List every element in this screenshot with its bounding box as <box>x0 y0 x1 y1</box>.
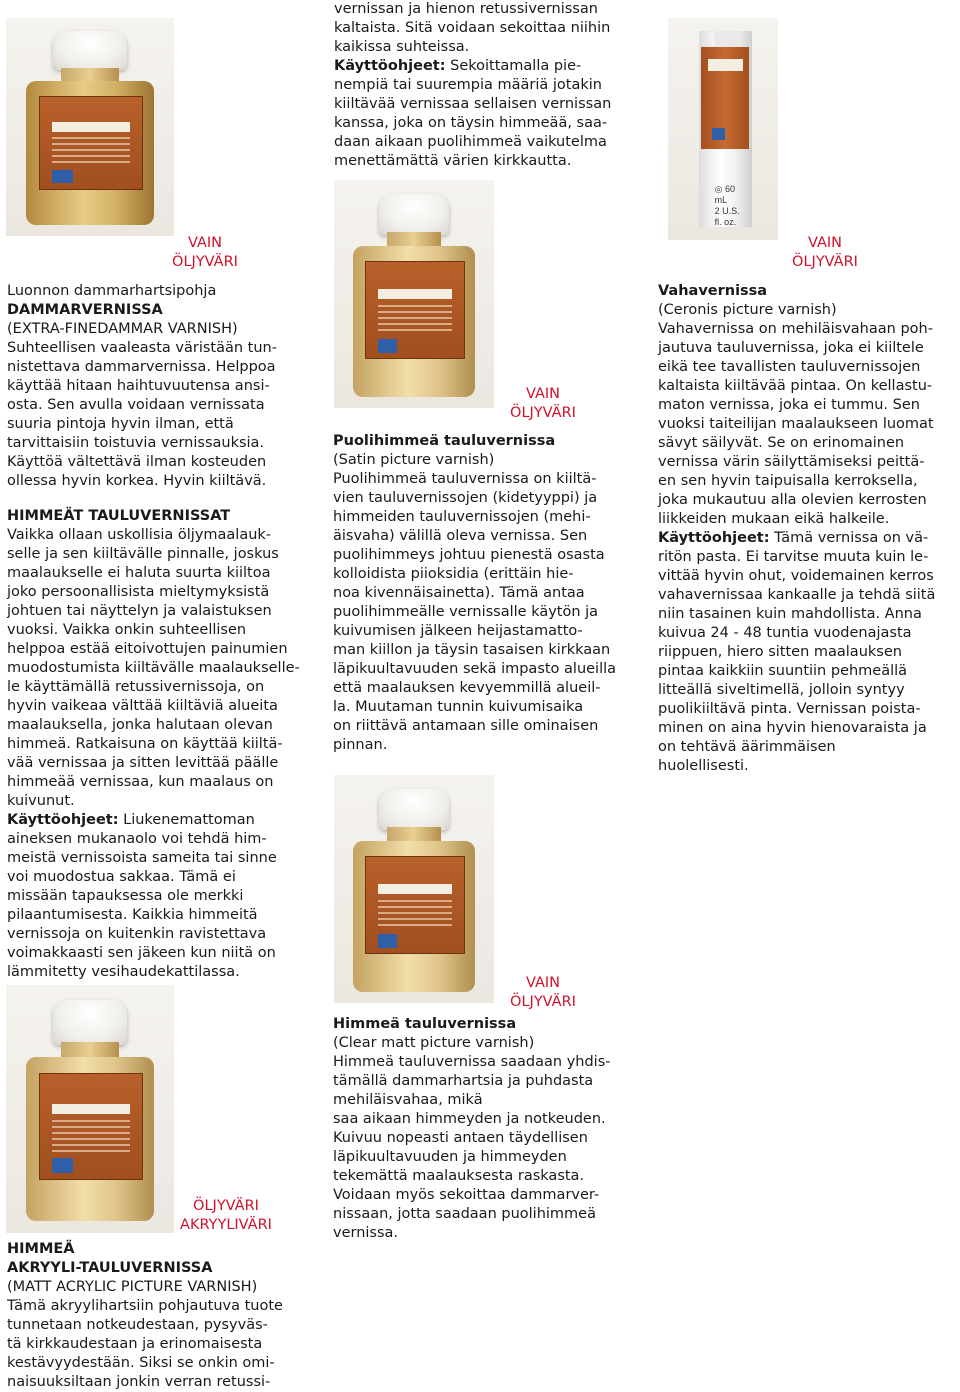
wax-heading: Vahavernissa <box>658 283 768 299</box>
oil-only-tag-right: VAIN ÖLJYVÄRI <box>792 235 858 270</box>
usage-first: Sekoittamalla pie- <box>445 58 582 74</box>
satin-heading: Puolihimmeä tauluvernissa <box>333 433 556 449</box>
matt-varnishes-usage <box>7 811 317 982</box>
dammar-intro: Luonnon dammarhartsipohja <box>7 283 217 299</box>
acrylic-matt-varnish-bottle-image <box>6 985 174 1233</box>
tube-volume-print: ◎ 60 mL 2 U.S. fl. oz. <box>714 183 740 227</box>
wax-section <box>658 282 958 776</box>
oil-only-tag-satin: VAIN ÖLJYVÄRI <box>510 386 576 421</box>
acrylic-heading: HIMMEÄ AKRYYLI-TAULUVERNISSA <box>7 1241 213 1276</box>
matt-varnishes-body: Vaikka ollaan uskollisia öljymaalauk- selle ja sen kiiltävälle pinnalle, joskus maalaukselle ei haluta suurta kiiltoa joko persoonallisista mieltymyksistä johtuen tai näyttelyn ja valaistuksen vuoksi. Vaikka onkin suhteellisen helppoa estää eitoivottujen painumien muodostumista kiiltävälle maalaukselle- le käyttämällä retussivernissoja, on hyvin vaikeaa välttää kiiltäviä alueita maalauksella, jonka halutaan olevan himmeä. Ratkaisuna on käyttää kiiltä- vää vernissaa ja sitten levittää päälle himmeää vernissaa, kun maalaus on kuivunut. <box>7 527 300 809</box>
acrylic-body: (MATT ACRYLIC PICTURE VARNISH) Tämä akryylihartsiin pohjautuva tuote tunnetaan notkeudestaan, pysyväs- tä kirkkaudestaan ja erinomaisesta kestävyydestään. Siksi se onkin omi- naisuuksiltaan jonkin verran retussi- <box>7 1279 283 1390</box>
oil-only-tag-left: VAIN ÖLJYVÄRI <box>172 235 238 270</box>
dammar-body: (EXTRA-FINEDAMMAR VARNISH) Suhteellisen vaaleasta väristään tun- nistettava dammarvernissa. Helppoa käyttää hitaan haihtuvuutensa ansi- osta. Sen avulla voidaan vernissata suuria pintoja hyvin ilman, että tarvittaisiin toistuvia vernissauksia. Käyttöä vältettävä ilman kosteuden ollessa hyvin korkea. Hyvin kiiltävä. <box>7 321 277 489</box>
matt-section <box>333 1015 651 1243</box>
oil-acrylic-tag: ÖLJYVÄRI AKRYYLIVÄRI <box>180 1198 272 1233</box>
usage-line-4: kanssa, joka on täysin himmeää, saa- <box>334 115 608 131</box>
oil-only-tag-matt: VAIN ÖLJYVÄRI <box>510 975 576 1010</box>
dammar-section <box>7 282 317 491</box>
matt-varnishes-section <box>7 507 317 982</box>
wax-body: (Ceronis picture varnish) Vahavernissa on mehiläisvahaan poh- jautuva tauluvernissa, joka ei kiiltele eikä tee tavallisten tauluvernissojen kaltaista kiiltävää pintaa. On kellastu- maton vernissa, joka ei tummu. Sen vuoksi taiteilijan maalaukseen luomat sävyt säilyvät. Se on erinomainen vernissa värin säilyttämiseksi peittä- en sen hyvin taipuisalla kerroksella, joka mukautuu alla olevien kerrosten liikkeiden mukaan eikä halkeile. <box>658 302 934 527</box>
dammar-varnish-bottle-image <box>6 18 174 236</box>
usage-paragraph <box>334 57 652 76</box>
continued-text <box>334 0 652 171</box>
matt-body: (Clear matt picture varnish) Himmeä tauluvernissa saadaan yhdis- tämällä dammarhartsia ja puhdasta mehiläisvahaa, mikä saa aikaan himmeyden ja notkeuden. Kuivuu nopeasti antaen täydellisen läpikuultavuuden ja himmeyden tekemättä maalauksesta raskasta. Voidaan myös sekoittaa dammarver- nissaan, jotta saadaan puolihimmeä vernissa. <box>333 1035 611 1241</box>
continued-line-3: kaikissa suhteissa. <box>334 39 470 55</box>
satin-section <box>333 432 651 755</box>
matt-heading: Himmeä tauluvernissa <box>333 1016 517 1032</box>
usage-line-3: kiiltävää vernissaa sellaisen vernissan <box>334 96 612 112</box>
satin-body: (Satin picture varnish) Puolihimmeä tauluvernissa on kiiltä- vien tauluvernissojen (kidetyyppi) ja himmeiden tauluvernissojen (mehi- äisvaha) välillä oleva vernissa. Sen puolihimmeys johtuu pienestä osasta kolloidista piioksidia (erittäin hie- noa kivennäisainetta). Tämä antaa puolihimmeälle vernissalle käytön ja kuivumisen jälkeen heijastamatto- man kiillon ja täysin tasaisen kirkkaan läpikuultavuuden sekä impasto alueilla että maalauksen kevyemmillä alueil- la. Muutaman tunnin kuivumisaika on riittävä antamaan sille ominaisen pinnan. <box>333 452 617 753</box>
matt-varnishes-heading: HIMMEÄT TAULUVERNISSAT <box>7 508 231 524</box>
usage-line-6: menettämättä värien kirkkautta. <box>334 153 572 169</box>
matt-varnishes-usage-label: Käyttöohjeet: <box>7 812 119 828</box>
wax-usage-body: Tämä vernissa on vä- ritön pasta. Ei tarvitse muuta kuin le- vittää hyvin ohut, voidemainen kerros vahavernissaa kankaalle ja tehdä siitä niin tasainen kuin mahdollista. Anna kuivua 24 - 48 tuntia vuodenajasta riippuen, hiero sitten maalauksen pintaa kaikkiin suuntiin pehmeällä litteällä siveltimellä, jolloin syntyy puolikiiltävä pinta. Vernissan poista- minen on aina hyvin hienovaraista ja on tehtävä äärimmäisen huolellisesti. <box>658 530 936 774</box>
ceronis-wax-varnish-tube-image <box>668 18 778 240</box>
usage-line-5: daan aikaan puolihimmeä vaikutelma <box>334 134 607 150</box>
wax-usage-label: Käyttöohjeet: <box>658 530 770 546</box>
matt-varnishes-usage-body: Liukenemattoman aineksen mukanaolo voi tehdä him- meistä vernissoista sameita tai sinne voi muodostua sakkaa. Tämä ei missään tapauksessa ole merkki pilaantumisesta. Kaikkia himmeitä vernissoja on kuitenkin ravistettava voimakkaasti sen jäkeen kun niitä on lämmitetty vesihaudekattilassa. <box>7 812 277 980</box>
usage-label: Käyttöohjeet: <box>334 58 446 74</box>
satin-varnish-bottle-image <box>334 180 494 408</box>
wax-usage <box>658 529 958 776</box>
continued-line-1: vernissan ja hienon retussivernissan <box>334 1 598 17</box>
dammar-heading: DAMMARVERNISSA <box>7 302 163 318</box>
matt-varnish-bottle-image <box>334 775 494 1003</box>
usage-line-2: nempiä tai suurempia määriä jotakin <box>334 77 602 93</box>
acrylic-section <box>7 1240 317 1392</box>
continued-line-2: kaltaista. Sitä voidaan sekoittaa niihin <box>334 20 611 36</box>
